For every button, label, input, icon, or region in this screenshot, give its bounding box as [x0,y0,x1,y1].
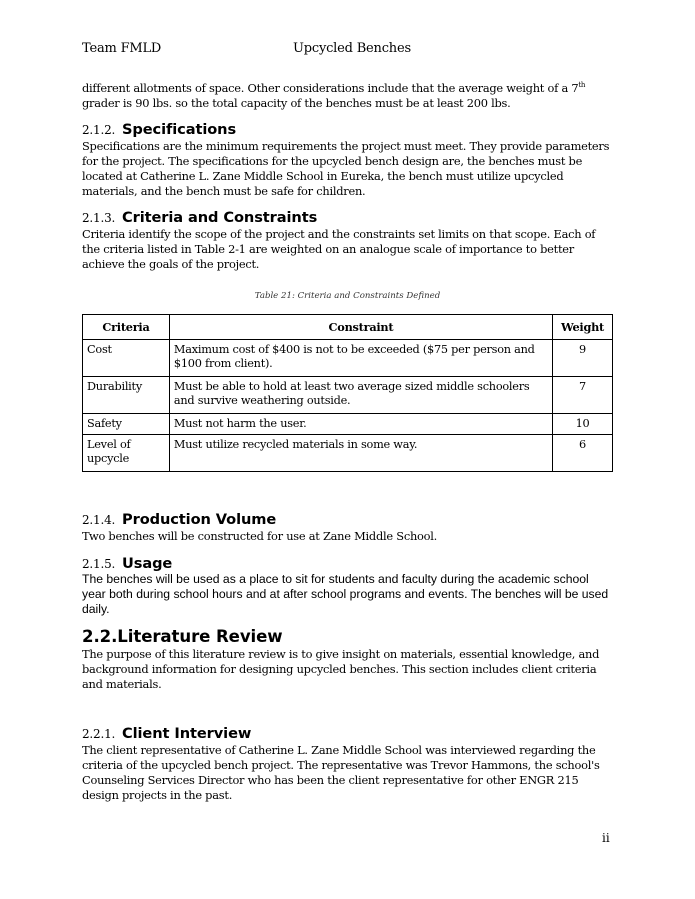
header-team: Team FMLD [82,41,162,56]
heading-number: 2.2.1. [82,727,116,741]
cell-criteria: Cost [83,340,170,377]
table-row [83,340,613,377]
usage-paragraph: The benches will be used as a place to sit for students and faculty during the academic school year both during school hours and at after school programs and events. The benches will be used daily. [82,572,609,616]
literature-paragraph: The purpose of this literature review is to give insight on materials, essential knowledge, and background information for designing upcycled benches. This section includes client criteria and materials. [82,647,600,691]
heading-number: 2.1.3. [82,211,116,225]
column-header-criteria: Criteria [83,315,170,340]
cell-weight: 7 [553,377,613,414]
cell-weight: 6 [553,435,613,472]
heading-number: 2.1.2. [82,123,116,137]
cell-criteria: Durability [83,377,170,414]
production-paragraph: Two benches will be constructed for use at Zane Middle School. [82,529,438,543]
heading-literature-review: 2.2.Literature Review [82,627,283,646]
intro-paragraph [82,81,614,111]
intro-superscript: th [578,81,586,89]
table-caption: Table 21: Criteria and Constraints Defined [254,291,441,301]
heading-production-volume [82,511,276,529]
heading-usage [82,555,172,573]
specifications-paragraph: Specifications are the minimum requirements the project must meet. They provide parameters for the project. The specifications for the upcycled bench design are, the benches must be located at Catherine L. Zane Middle School in Eureka, the bench must utilize upcycled materials, and the bench must be safe for children. [82,139,610,198]
table-row [83,414,613,435]
cell-constraint: Must utilize recycled materials in some way. [169,435,552,472]
cell-criteria: Level of upcycle [83,435,170,472]
table-row [83,435,613,472]
interview-paragraph: The client representative of Catherine L. Zane Middle School was interviewed regarding the criteria of the upcycled bench project. The representative was Trevor Hammons, the school's Counseling Services Director who has been the client representative for other ENGR 215 design projects in the past. [82,743,600,802]
intro-text-after: grader is 90 lbs. so the total capacity of the benches must be at least 200 lbs. [82,96,511,110]
criteria-table [82,314,613,472]
heading-title: Criteria and Constraints [122,209,318,226]
cell-constraint: Must be able to hold at least two average sized middle schoolers and survive weathering outside. [169,377,552,414]
table-header-row [83,315,613,340]
criteria-paragraph: Criteria identify the scope of the project and the constraints set limits on that scope. Each of the criteria listed in Table 2-1 are weighted on an analogue scale of importance to better achieve the goals of the project. [82,227,596,271]
heading-title: Client Interview [122,725,252,742]
header-title: Upcycled Benches [293,41,411,56]
intro-text-before: different allotments of space. Other considerations include that the average weight of a 7 [82,81,579,95]
heading-client-interview [82,725,251,743]
column-header-weight: Weight [553,315,613,340]
column-header-constraint: Constraint [169,315,552,340]
cell-criteria: Safety [83,414,170,435]
cell-weight: 9 [553,340,613,377]
cell-constraint: Maximum cost of $400 is not to be exceeded ($75 per person and $100 from client). [169,340,552,377]
table-row [83,377,613,414]
heading-number: 2.1.5. [82,557,116,571]
page-number: ii [602,831,610,845]
heading-criteria [82,209,317,227]
cell-weight: 10 [553,414,613,435]
heading-title: Usage [122,555,173,572]
heading-number: 2.1.4. [82,513,116,527]
heading-title: Specifications [122,121,237,138]
cell-constraint: Must not harm the user. [169,414,552,435]
heading-title: Production Volume [122,511,277,528]
heading-specifications [82,121,236,139]
